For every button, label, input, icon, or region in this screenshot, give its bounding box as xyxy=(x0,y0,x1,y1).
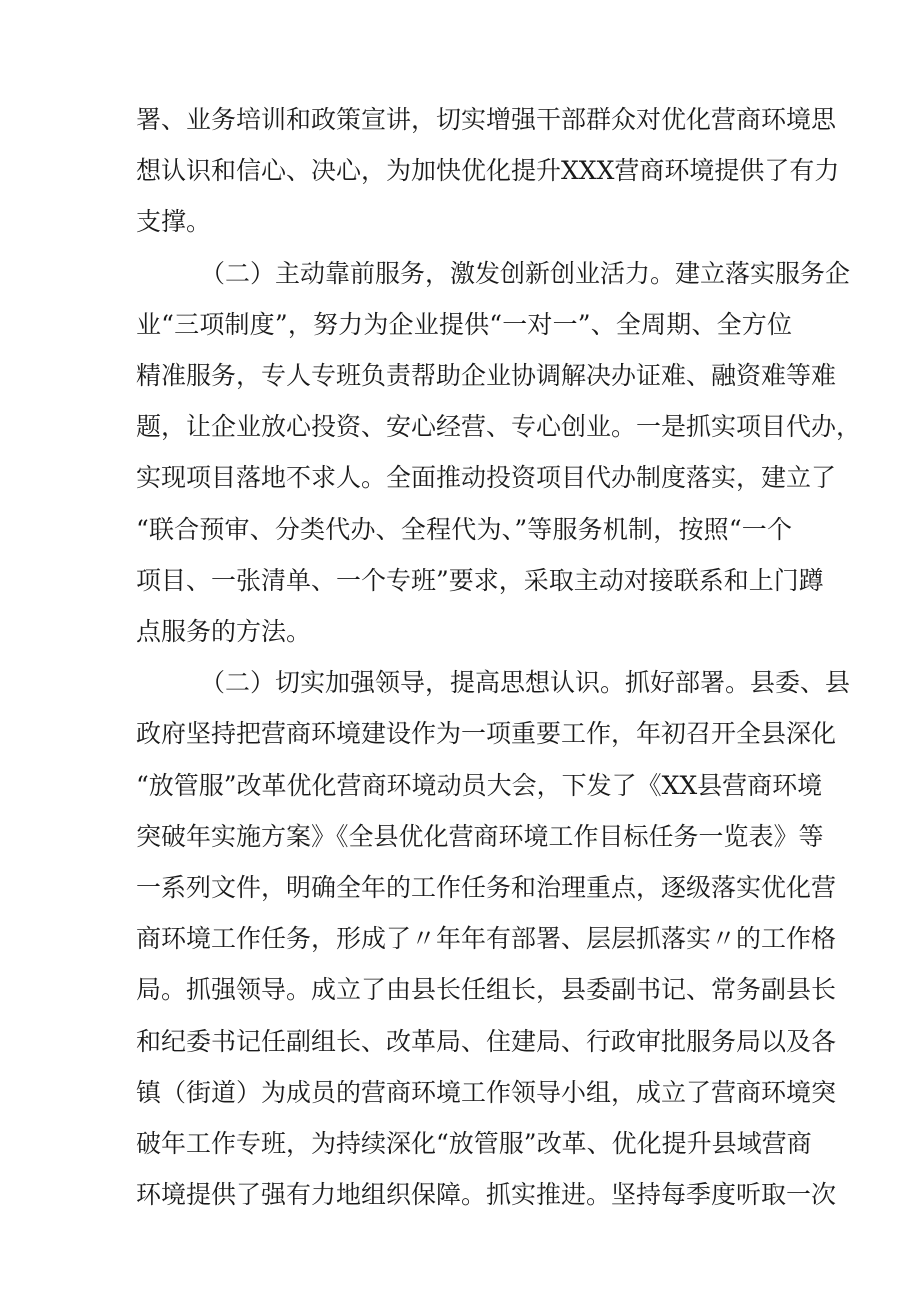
text-line: “放管服”改革优化营商环境动员大会，下发了《XX县营商环境 xyxy=(136,770,823,800)
text-line: （二）主动靠前服务，激发创新创业活力。建立落实服务企 xyxy=(200,258,851,288)
text-line: 实现项目落地不求人。全面推动投资项目代办制度落实，建立了 xyxy=(136,463,837,493)
text-line: 环境提供了强有力地组织保障。抓实推进。坚持每季度听取一次 xyxy=(136,1180,837,1210)
text-line: 题，让企业放心投资、安心经营、专心创业。一是抓实项目代办， xyxy=(136,412,862,442)
text-line: “联合预审、分类代办、全程代为、”等服务机制，按照“一个 xyxy=(136,514,792,544)
text-line: 破年工作专班，为持续深化“放管服”改革、优化提升县域营商 xyxy=(136,1129,812,1158)
text-line: 局。抓强领导。成立了由县长任组长，县委副书记、常务副县长 xyxy=(136,975,837,1005)
text-line: 支撑。 xyxy=(136,207,212,237)
text-line: 政府坚持把营商环境建设作为一项重要工作，年初召开全县深化 xyxy=(136,719,837,749)
text-line: 镇（街道）为成员的营商环境工作领导小组，成立了营商环境突 xyxy=(136,1077,837,1107)
text-line: 想认识和信心、决心，为加快优化提升XXX营商环境提供了有力 xyxy=(136,156,840,186)
text-line: 业“三项制度”，努力为企业提供“一对一”、全周期、全方位 xyxy=(136,309,792,339)
text-line: 项目、一张清单、一个专班”要求，采取主动对接联系和上门蹲 xyxy=(136,565,824,595)
text-line: 商环境工作任务，形成了〃年年有部署、层层抓落实〃的工作格 xyxy=(136,924,837,954)
text-line: 一系列文件，明确全年的工作任务和治理重点，逐级落实优化营 xyxy=(136,873,837,902)
text-line: 精准服务，专人专班负责帮助企业协调解决办证难、融资难等难 xyxy=(136,361,837,390)
text-line: 和纪委书记任副组长、改革局、住建局、行政审批服务局以及各 xyxy=(136,1026,837,1056)
text-line: 突破年实施方案》《全县优化营商环境工作目标任务一览表》等 xyxy=(136,821,824,851)
text-line: （二）切实加强领导，提高思想认识。抓好部署。县委、县 xyxy=(200,668,851,698)
text-line: 署、业务培训和政策宣讲，切实增强干部群众对优化营商环境思 xyxy=(136,105,837,134)
text-line: 点服务的方法。 xyxy=(136,617,312,646)
